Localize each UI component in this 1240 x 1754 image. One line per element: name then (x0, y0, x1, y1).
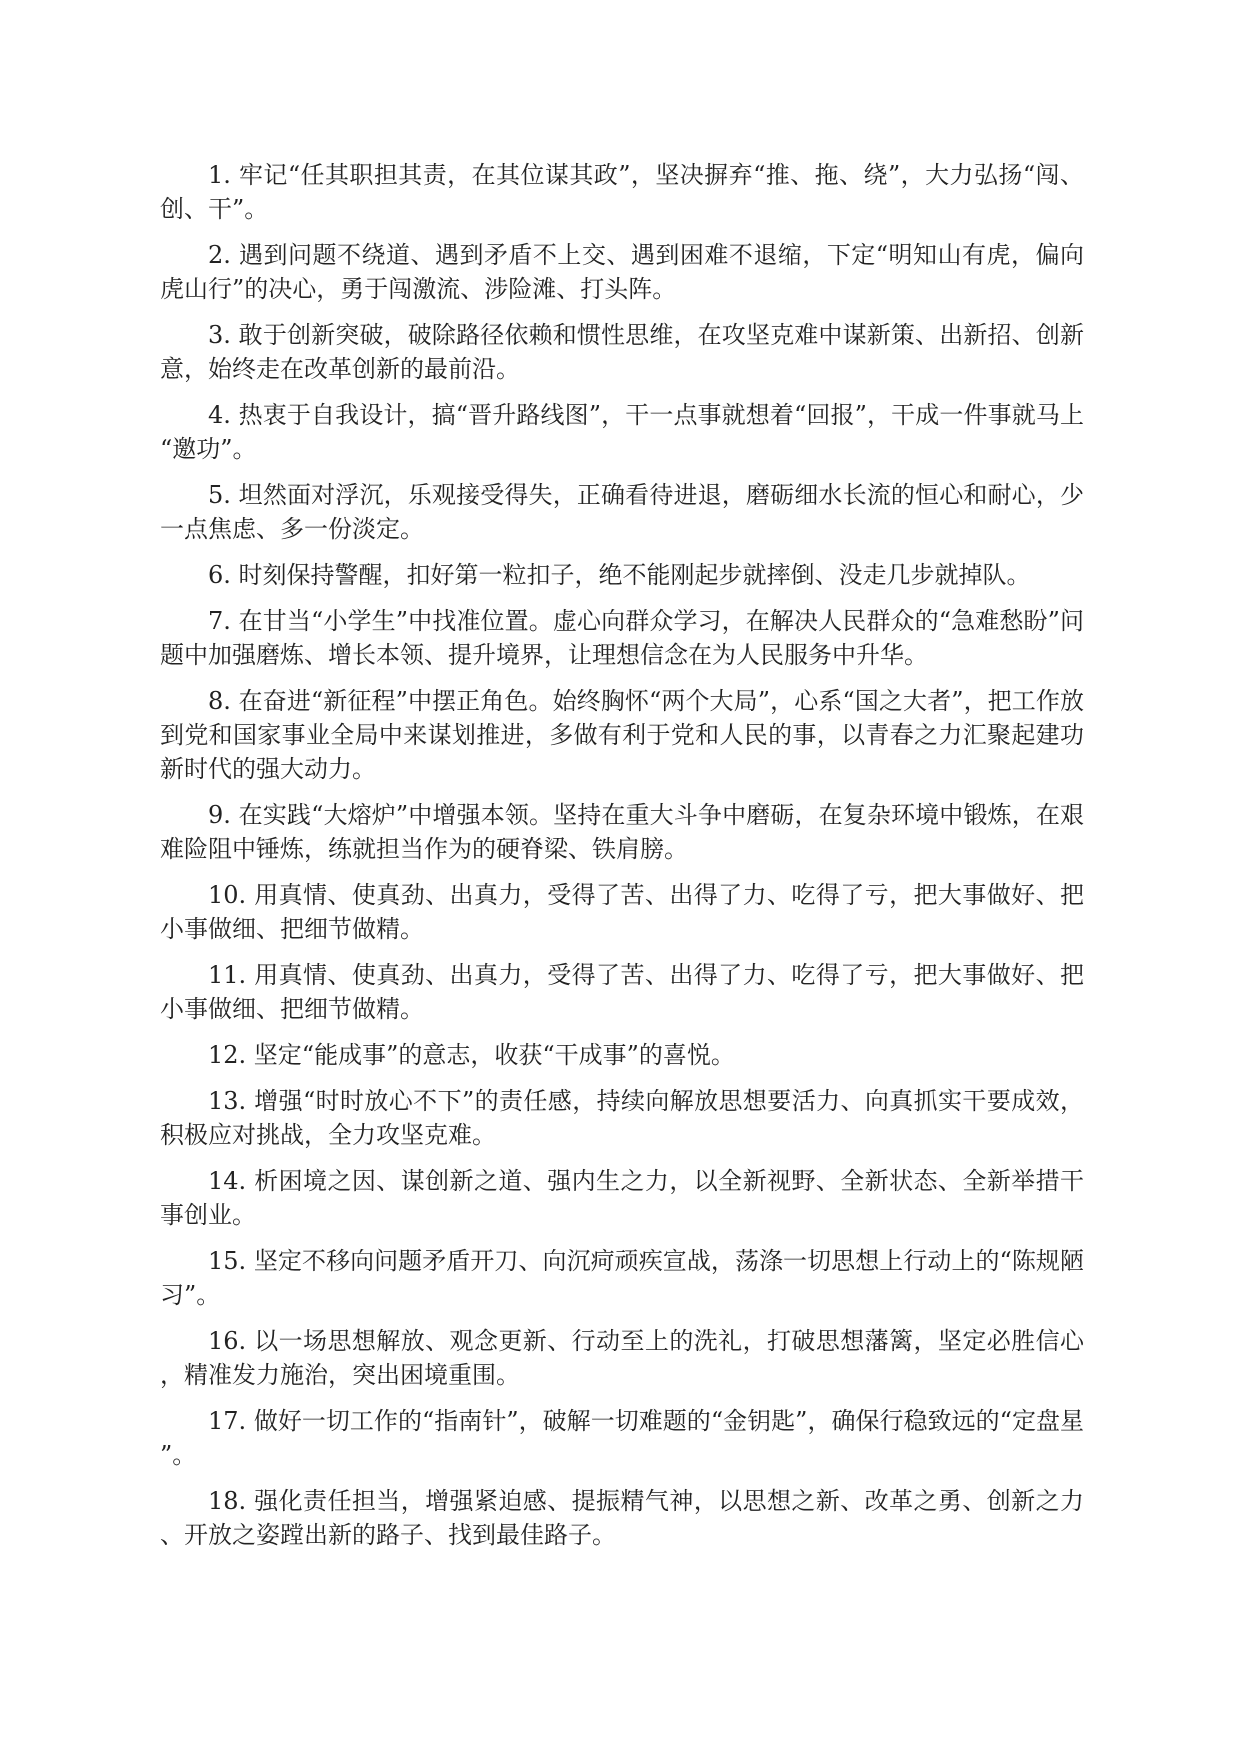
list-item: 16. 以一场思想解放、观念更新、行动至上的洗礼，打破思想藩篱，坚定必胜信心，精准发力施治，突出困境重围。 (160, 1327, 1084, 1389)
list-item: 5. 坦然面对浮沉，乐观接受得失，正确看待进退，磨砺细水长流的恒心和耐心，少一点焦虑、多一份淡定。 (160, 481, 1084, 543)
list-item: 8. 在奋进“新征程”中摆正角色。始终胸怀“两个大局”，心系“国之大者”，把工作放到党和国家事业全局中来谋划推进，多做有利于党和人民的事，以青春之力汇聚起建功新时代的强大动力。 (160, 687, 1084, 783)
list-item: 1. 牢记“任其职担其责，在其位谋其政”，坚决摒弃“推、拖、绕”，大力弘扬“闯、创、干”。 (160, 161, 1084, 223)
list-item: 4. 热衷于自我设计，搞“晋升路线图”，干一点事就想着“回报”，干成一件事就马上“邀功”。 (160, 401, 1084, 463)
list-item: 9. 在实践“大熔炉”中增强本领。坚持在重大斗争中磨砺，在复杂环境中锻炼，在艰难险阻中锤炼，练就担当作为的硬脊梁、铁肩膀。 (160, 801, 1084, 863)
list-item: 18. 强化责任担当，增强紧迫感、提振精气神，以思想之新、改革之勇、创新之力、开放之姿蹚出新的路子、找到最佳路子。 (160, 1487, 1084, 1549)
list-item: 7. 在甘当“小学生”中找准位置。虚心向群众学习，在解决人民群众的“急难愁盼”问题中加强磨炼、增长本领、提升境界，让理想信念在为人民服务中升华。 (160, 607, 1084, 669)
list-item: 14. 析困境之因、谋创新之道、强内生之力，以全新视野、全新状态、全新举措干事创业。 (160, 1167, 1084, 1229)
list-item: 2. 遇到问题不绕道、遇到矛盾不上交、遇到困难不退缩，下定“明知山有虎，偏向虎山行”的决心，勇于闯激流、涉险滩、打头阵。 (160, 241, 1084, 303)
list-item: 17. 做好一切工作的“指南针”，破解一切难题的“金钥匙”，确保行稳致远的“定盘星”。 (160, 1407, 1084, 1469)
list-item: 12. 坚定“能成事”的意志，收获“干成事”的喜悦。 (208, 1041, 735, 1069)
list-item: 10. 用真情、使真劲、出真力，受得了苦、出得了力、吃得了亏，把大事做好、把小事做细、把细节做精。 (160, 881, 1084, 943)
document-body (160, 158, 1084, 1564)
list-item: 11. 用真情、使真劲、出真力，受得了苦、出得了力、吃得了亏，把大事做好、把小事做细、把细节做精。 (160, 961, 1084, 1023)
list-item: 6. 时刻保持警醒，扣好第一粒扣子，绝不能刚起步就摔倒、没走几步就掉队。 (208, 561, 1031, 589)
list-item: 13. 增强“时时放心不下”的责任感，持续向解放思想要活力、向真抓实干要成效，积极应对挑战，全力攻坚克难。 (160, 1087, 1084, 1149)
list-item: 15. 坚定不移向问题矛盾开刀、向沉疴顽疾宣战，荡涤一切思想上行动上的“陈规陋习”。 (160, 1247, 1084, 1309)
list-item: 3. 敢于创新突破，破除路径依赖和惯性思维，在攻坚克难中谋新策、出新招、创新意，始终走在改革创新的最前沿。 (160, 321, 1084, 383)
